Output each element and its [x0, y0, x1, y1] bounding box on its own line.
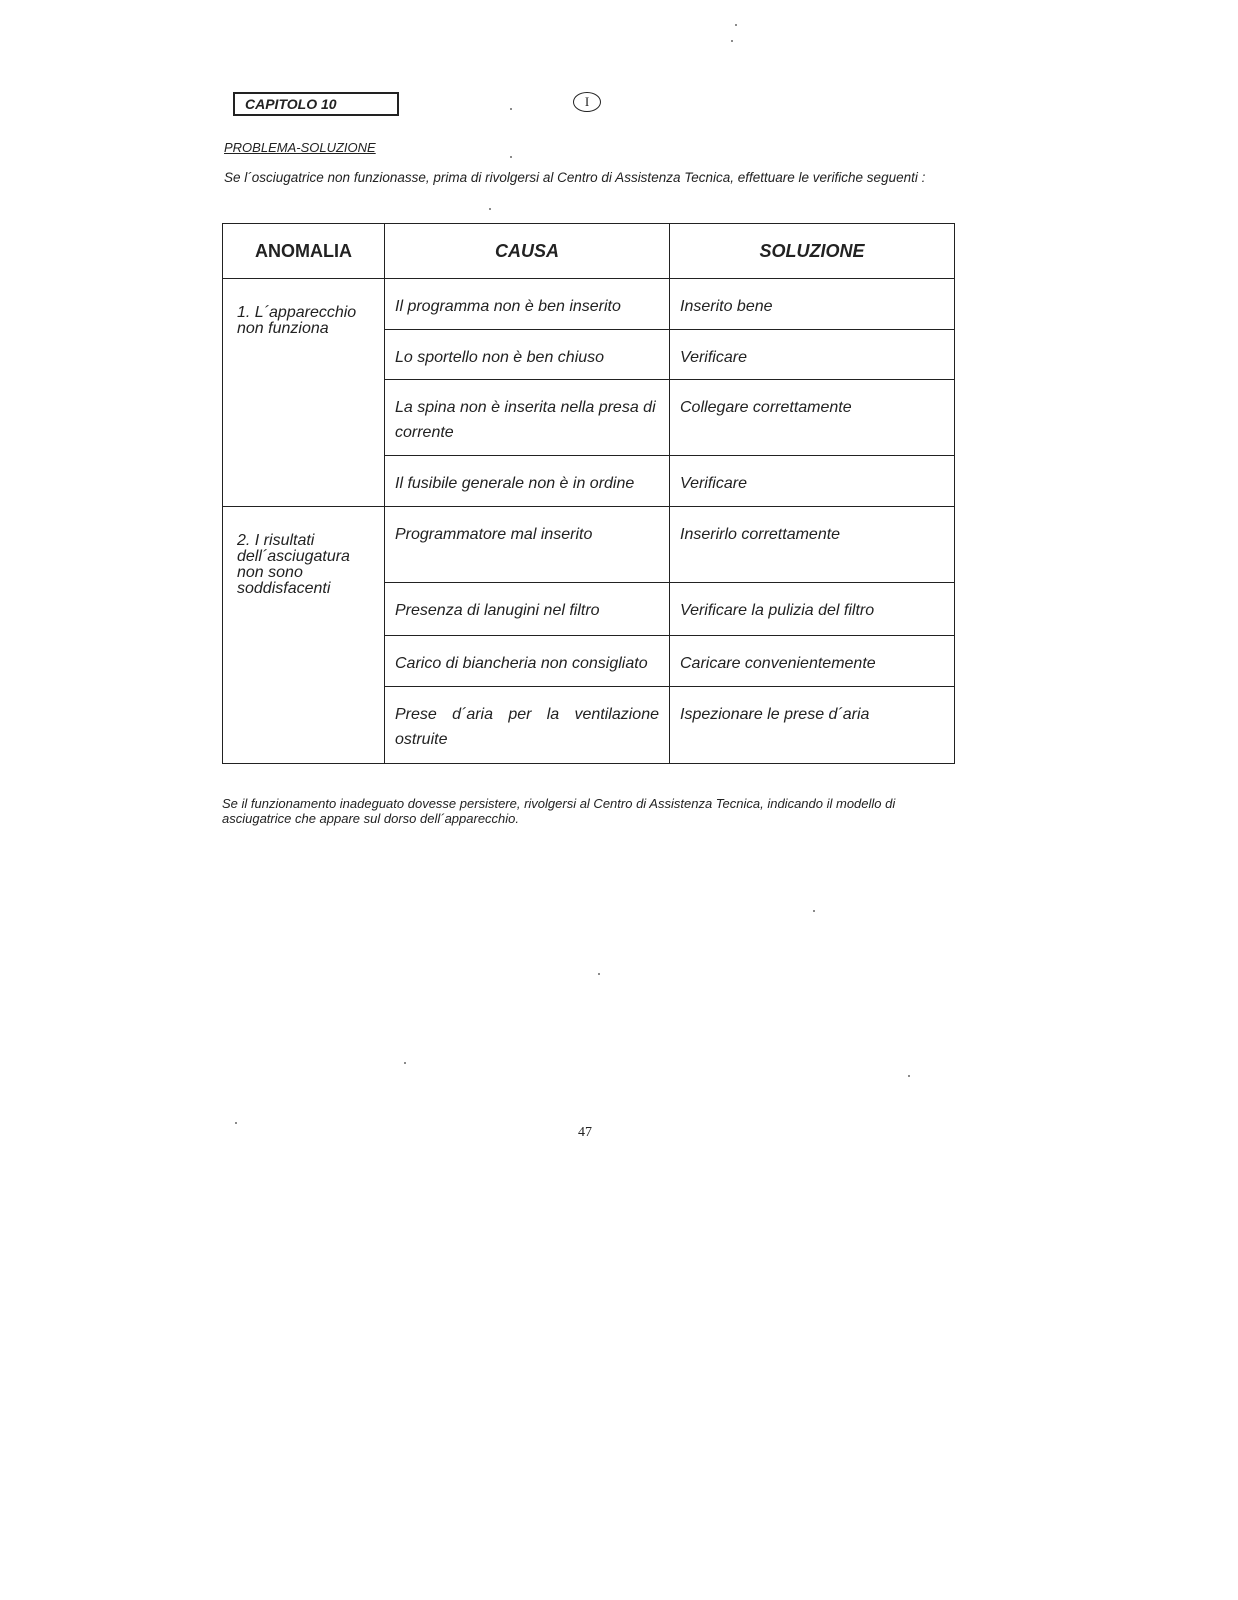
footnote: Se il funzionamento inadeguato dovesse persistere, rivolgersi al Centro di Assistenza Tecnica, indicando il modello di asciugatrice che appare sul dorso dell´apparecchio. [222, 796, 896, 826]
solution-cell: Verificare [670, 330, 955, 380]
scan-speck [510, 156, 512, 158]
column-header-anomaly: ANOMALIA [223, 224, 385, 279]
cause-cell: La spina non è inserita nella presa di corrente [385, 380, 670, 456]
anomaly-cell [223, 507, 385, 764]
column-header-solution: SOLUZIONE [670, 224, 955, 279]
troubleshooting-table [222, 223, 955, 764]
scan-speck [813, 910, 815, 912]
anomaly-line: non funziona [237, 320, 329, 337]
solution-cell: Ispezionare le prese d´aria [670, 687, 955, 764]
anomaly-line: 2. I risultati [237, 532, 315, 549]
table-row [223, 279, 955, 330]
solution-cell: Inserito bene [670, 279, 955, 330]
cause-cell: Il programma non è ben inserito [385, 279, 670, 330]
solution-cell: Verificare [670, 456, 955, 507]
language-badge: I [573, 92, 601, 112]
cause-cell: Il fusibile generale non è in ordine [385, 456, 670, 507]
section-title: PROBLEMA-SOLUZIONE [224, 140, 376, 155]
column-header-cause: CAUSA [385, 224, 670, 279]
cause-cell: Programmatore mal inserito [385, 507, 670, 583]
cause-cell: Lo sportello non è ben chiuso [385, 330, 670, 380]
anomaly-cell [223, 279, 385, 507]
cause-cell: Presenza di lanugini nel filtro [385, 583, 670, 636]
scan-speck [404, 1062, 406, 1064]
anomaly-line: dell´asciugatura [237, 548, 350, 565]
solution-cell: Verificare la pulizia del filtro [670, 583, 955, 636]
page-number: 47 [578, 1125, 592, 1140]
solution-cell: Inserirlo correttamente [670, 507, 955, 583]
scan-speck [735, 24, 737, 26]
scan-speck [510, 108, 512, 110]
cause-cell: Carico di biancheria non consigliato [385, 636, 670, 687]
anomaly-line: non sono [237, 564, 303, 581]
table-header-row [223, 224, 955, 279]
scan-speck [731, 40, 733, 42]
scan-speck [908, 1075, 910, 1077]
scan-speck [235, 1122, 237, 1124]
solution-cell: Caricare convenientemente [670, 636, 955, 687]
anomaly-line: soddisfacenti [237, 580, 331, 597]
anomaly-line: 1. L´apparecchio [237, 304, 357, 321]
solution-cell: Collegare correttamente [670, 380, 955, 456]
chapter-label: CAPITOLO 10 [233, 92, 399, 116]
table-row [223, 507, 955, 583]
scan-speck [598, 973, 600, 975]
cause-cell: Prese d´aria per la ventilazione ostruite [385, 687, 670, 764]
intro-paragraph: Se l´osciugatrice non funzionasse, prima di rivolgersi al Centro di Assistenza Tecnica, effettuare le verifiche seguenti : [224, 170, 926, 185]
scan-speck [489, 208, 491, 210]
